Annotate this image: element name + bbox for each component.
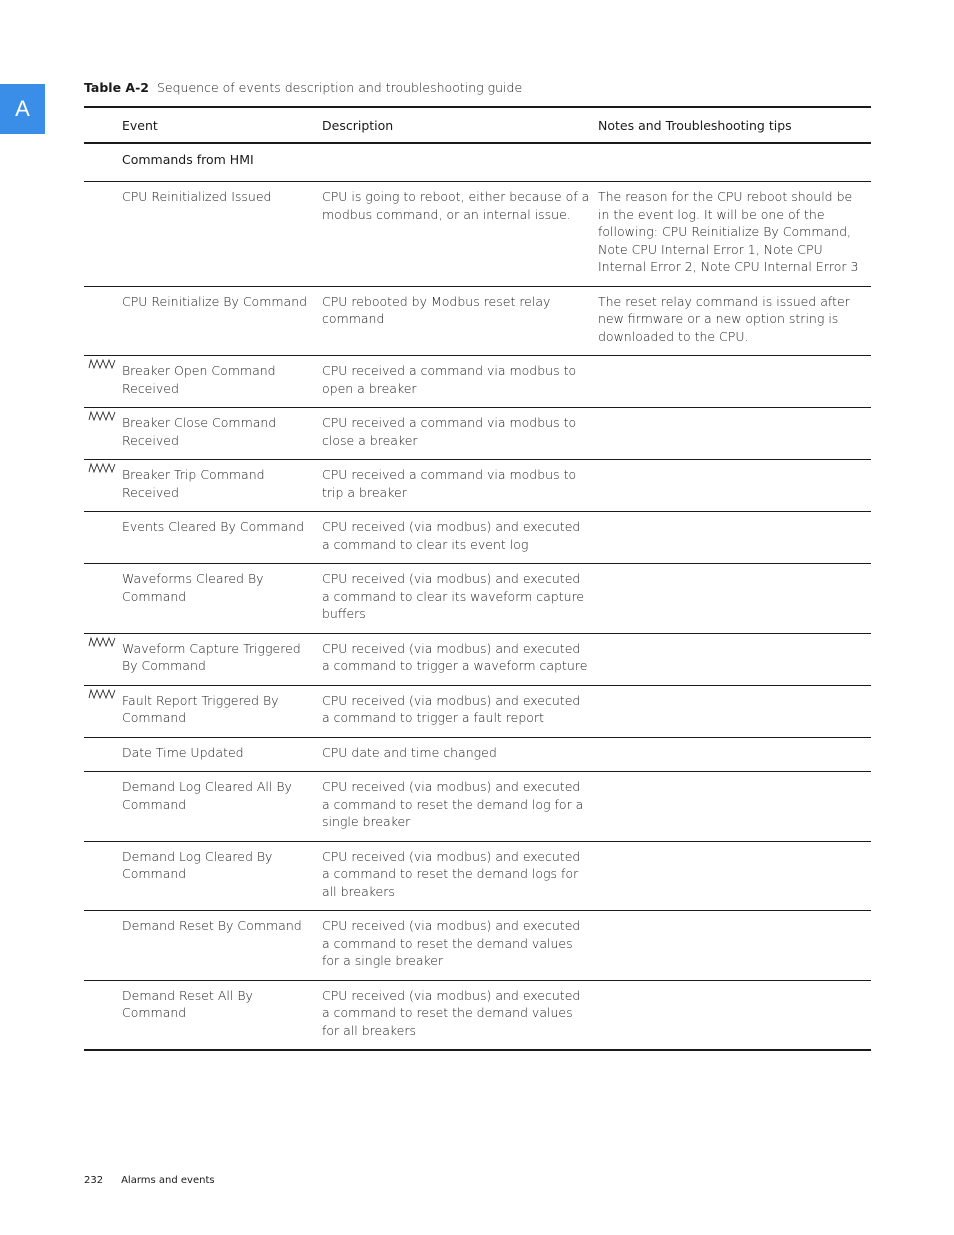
row-icon-cell	[84, 356, 122, 408]
chapter-tab	[0, 84, 45, 134]
header-description: Description	[322, 117, 394, 133]
table-row	[84, 911, 871, 981]
table-row	[84, 286, 871, 356]
row-description: CPU received (via modbus) and executed a command to reset the demand logs for all breakers	[322, 848, 581, 899]
table-row	[84, 685, 871, 737]
table-row	[84, 633, 871, 685]
row-notes	[598, 841, 871, 911]
row-notes	[598, 460, 871, 512]
row-description: CPU received (via modbus) and executed a command to trigger a fault report	[322, 692, 581, 725]
row-icon-cell	[84, 286, 122, 356]
row-event: CPU Reinitialize By Command	[122, 293, 308, 309]
row-icon-cell	[84, 911, 122, 981]
header-notes: Notes and Troubleshooting tips	[598, 117, 792, 133]
row-notes	[598, 633, 871, 685]
row-notes	[598, 772, 871, 842]
row-description: CPU received a command via modbus to open a breaker	[322, 363, 577, 396]
row-event: Breaker Close Command Received	[122, 415, 277, 448]
table-row	[84, 356, 871, 408]
chapter-tab-letter: A	[15, 96, 30, 121]
row-description: CPU date and time changed	[322, 744, 497, 760]
row-icon-cell	[84, 182, 122, 287]
events-table	[84, 106, 871, 1051]
row-icon-cell	[84, 737, 122, 772]
row-description: CPU received (via modbus) and executed a command to reset the demand values for all breakers	[322, 987, 581, 1038]
waveform-icon	[88, 410, 122, 422]
row-notes	[598, 911, 871, 981]
row-event: Fault Report Triggered By Command	[122, 692, 279, 725]
footer-section-name: Alarms and events	[121, 1175, 215, 1186]
table-row	[84, 772, 871, 842]
table-row	[84, 408, 871, 460]
row-notes	[598, 980, 871, 1050]
row-event: Waveforms Cleared By Command	[122, 571, 264, 604]
waveform-icon	[88, 462, 122, 474]
table-row	[84, 841, 871, 911]
row-event: Date Time Updated	[122, 744, 244, 760]
row-event: Breaker Open Command Received	[122, 363, 276, 396]
section-row	[84, 143, 871, 182]
row-event: Events Cleared By Command	[122, 519, 305, 534]
page-number: 232	[84, 1175, 104, 1186]
row-notes	[598, 737, 871, 772]
table-row	[84, 737, 871, 772]
header-event: Event	[122, 117, 158, 133]
row-icon-cell	[84, 408, 122, 460]
row-icon-cell	[84, 980, 122, 1050]
row-description: CPU received (via modbus) and executed a command to trigger a waveform capture	[322, 640, 588, 673]
row-notes: The reset relay command is issued after new firmware or a new option string is downloaded to the CPU.	[598, 293, 850, 344]
row-notes	[598, 685, 871, 737]
table-body	[84, 143, 871, 1050]
page-footer	[84, 1175, 215, 1186]
row-icon-cell	[84, 841, 122, 911]
table-row	[84, 182, 871, 287]
row-icon-cell	[84, 633, 122, 685]
row-event: Demand Reset By Command	[122, 918, 302, 933]
table-header-row	[84, 107, 871, 143]
row-event: Demand Reset All By Command	[122, 987, 253, 1020]
header-icon-column	[84, 107, 122, 143]
waveform-icon	[88, 688, 122, 700]
row-icon-cell	[84, 564, 122, 634]
table-row	[84, 980, 871, 1050]
table-caption	[84, 80, 522, 95]
section-title: Commands from HMI	[122, 152, 254, 167]
row-description: CPU received (via modbus) and executed a command to clear its waveform capture buffers	[322, 571, 585, 621]
table-row	[84, 460, 871, 512]
row-notes	[598, 564, 871, 634]
waveform-icon	[88, 358, 122, 370]
table-row	[84, 564, 871, 634]
row-description: CPU received (via modbus) and executed a command to reset the demand values for a single breaker	[322, 918, 581, 968]
row-description: CPU rebooted by Modbus reset relay command	[322, 293, 551, 326]
row-description: CPU received a command via modbus to trip a breaker	[322, 467, 577, 500]
row-event: Demand Log Cleared All By Command	[122, 779, 292, 812]
table-caption-label: Table A-2	[84, 80, 149, 95]
waveform-icon	[88, 636, 122, 648]
row-event: Waveform Capture Triggered By Command	[122, 640, 301, 673]
row-icon-cell	[84, 772, 122, 842]
row-event: CPU Reinitialized Issued	[122, 189, 272, 204]
row-description: CPU received (via modbus) and executed a command to reset the demand log for a single breaker	[322, 779, 584, 829]
table-row	[84, 512, 871, 564]
row-notes: The reason for the CPU reboot should be in the event log. It will be one of the following: CPU Reinitialize By Command, Note CPU Internal Error 1, Note CPU Internal Error 2, Note CPU Internal Error 3	[598, 189, 859, 274]
events-table-wrapper	[84, 106, 871, 1051]
row-description: CPU is going to reboot, either because of a modbus command, or an internal issue.	[322, 189, 590, 222]
row-icon-cell	[84, 512, 122, 564]
row-notes	[598, 356, 871, 408]
row-notes	[598, 408, 871, 460]
row-event: Demand Log Cleared By Command	[122, 848, 273, 881]
row-icon-cell	[84, 685, 122, 737]
row-icon-cell	[84, 460, 122, 512]
row-notes	[598, 512, 871, 564]
row-description: CPU received a command via modbus to close a breaker	[322, 415, 577, 448]
table-caption-text: Sequence of events description and troubleshooting guide	[156, 80, 523, 95]
row-description: CPU received (via modbus) and executed a command to clear its event log	[322, 519, 581, 552]
row-event: Breaker Trip Command Received	[122, 467, 265, 500]
